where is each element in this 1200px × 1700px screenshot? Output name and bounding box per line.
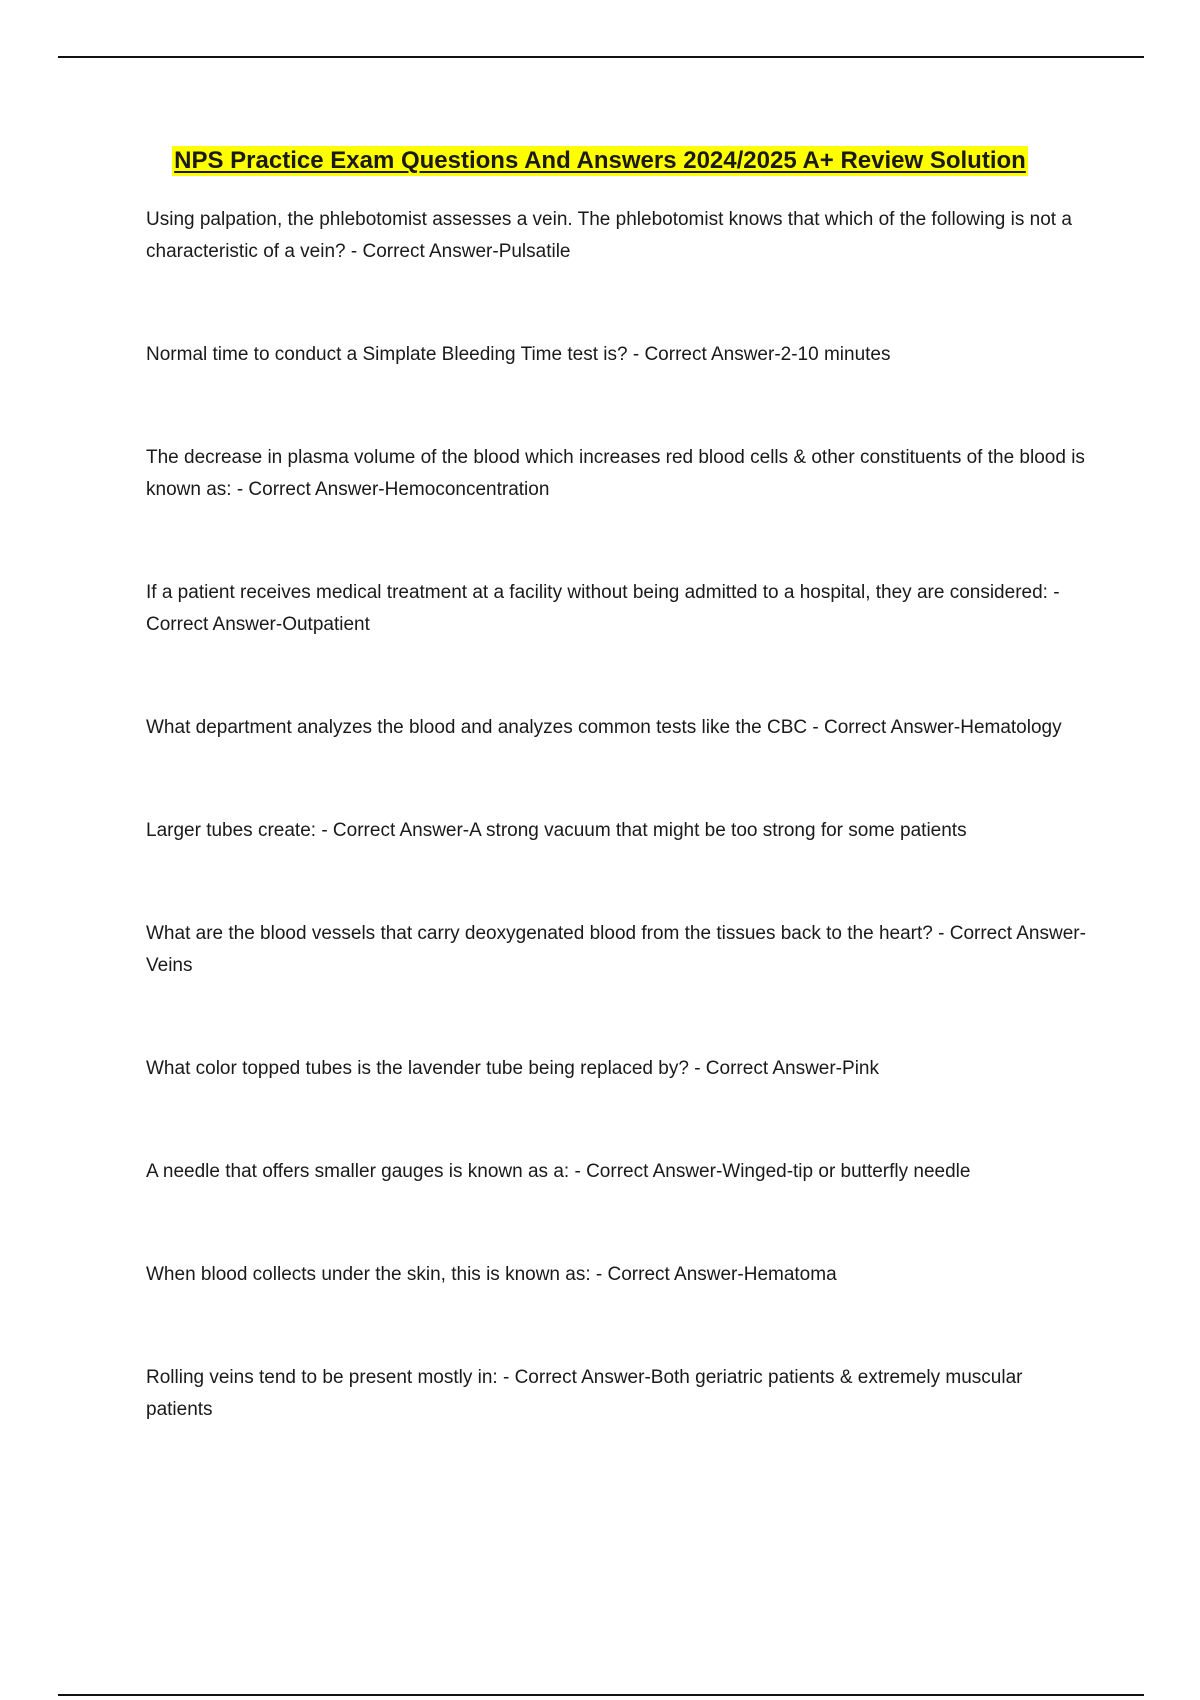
answer-prefix: - Correct Answer- [569, 1161, 723, 1182]
answer-prefix: - Correct Answer- [807, 717, 961, 738]
answer-text: Winged-tip or butterfly needle [722, 1161, 971, 1182]
question-text: What department analyzes the blood and analyzes common tests like the CBC [146, 717, 808, 738]
qa-item [146, 339, 1086, 371]
qa-item [146, 712, 1086, 744]
question-text: Normal time to conduct a Simplate Bleeding Time test is? [146, 344, 628, 365]
question-text: Rolling veins tend to be present mostly in: [146, 1367, 498, 1388]
answer-text: Pink [842, 1058, 879, 1079]
answer-prefix: - Correct Answer- [231, 479, 385, 500]
answer-prefix: - Correct Answer- [345, 241, 499, 262]
question-answer-list [146, 204, 1086, 1497]
question-text: Using palpation, the phlebotomist assesses a vein. The phlebotomist knows that which of the following is not a characteristic of a vein? [146, 209, 1072, 262]
answer-text: Veins [146, 955, 193, 976]
question-text: The decrease in plasma volume of the blood which increases red blood cells & other constituents of the blood is known as: [146, 447, 1085, 500]
qa-item [146, 1362, 1086, 1426]
qa-item [146, 577, 1086, 641]
answer-text: Hemoconcentration [384, 479, 550, 500]
answer-text: Pulsatile [498, 241, 571, 262]
answer-text: 2-10 minutes [780, 344, 891, 365]
answer-prefix: - Correct Answer- [932, 923, 1086, 944]
answer-prefix: - Correct Answer- [146, 582, 1060, 635]
question-text: A needle that offers smaller gauges is known as a: [146, 1161, 570, 1182]
qa-item [146, 1053, 1086, 1085]
answer-text: Hematoma [743, 1264, 837, 1285]
answer-prefix: - Correct Answer- [688, 1058, 843, 1079]
answer-prefix: - Correct Answer- [316, 820, 470, 841]
answer-prefix: - Correct Answer- [590, 1264, 744, 1285]
answer-text: Outpatient [282, 614, 370, 635]
question-text: What are the blood vessels that carry deoxygenated blood from the tissues back to the heart? [146, 923, 933, 944]
question-text: When blood collects under the skin, this is known as: [146, 1264, 591, 1285]
question-text: If a patient receives medical treatment at a facility without being admitted to a hospital, they are considered: [146, 582, 1048, 603]
footer-rule [58, 1694, 1144, 1696]
qa-item [146, 1259, 1086, 1291]
question-text: What color topped tubes is the lavender tube being replaced by? [146, 1058, 689, 1079]
answer-prefix: - Correct Answer- [627, 344, 781, 365]
qa-item [146, 1156, 1086, 1188]
answer-prefix: - Correct Answer- [497, 1367, 651, 1388]
document-title: NPS Practice Exam Questions And Answers 2024/2025 A+ Review Solution [174, 147, 1026, 174]
answer-text: Both geriatric patients & extremely muscular patients [146, 1367, 1023, 1420]
header-rule [58, 56, 1144, 58]
qa-item [146, 815, 1086, 847]
qa-item [146, 442, 1086, 506]
question-text: Larger tubes create: [146, 820, 317, 841]
qa-item [146, 204, 1086, 268]
title-container [0, 146, 1200, 176]
answer-text: Hematology [960, 717, 1062, 738]
answer-text: A strong vacuum that might be too strong for some patients [469, 820, 967, 841]
qa-item [146, 918, 1086, 982]
